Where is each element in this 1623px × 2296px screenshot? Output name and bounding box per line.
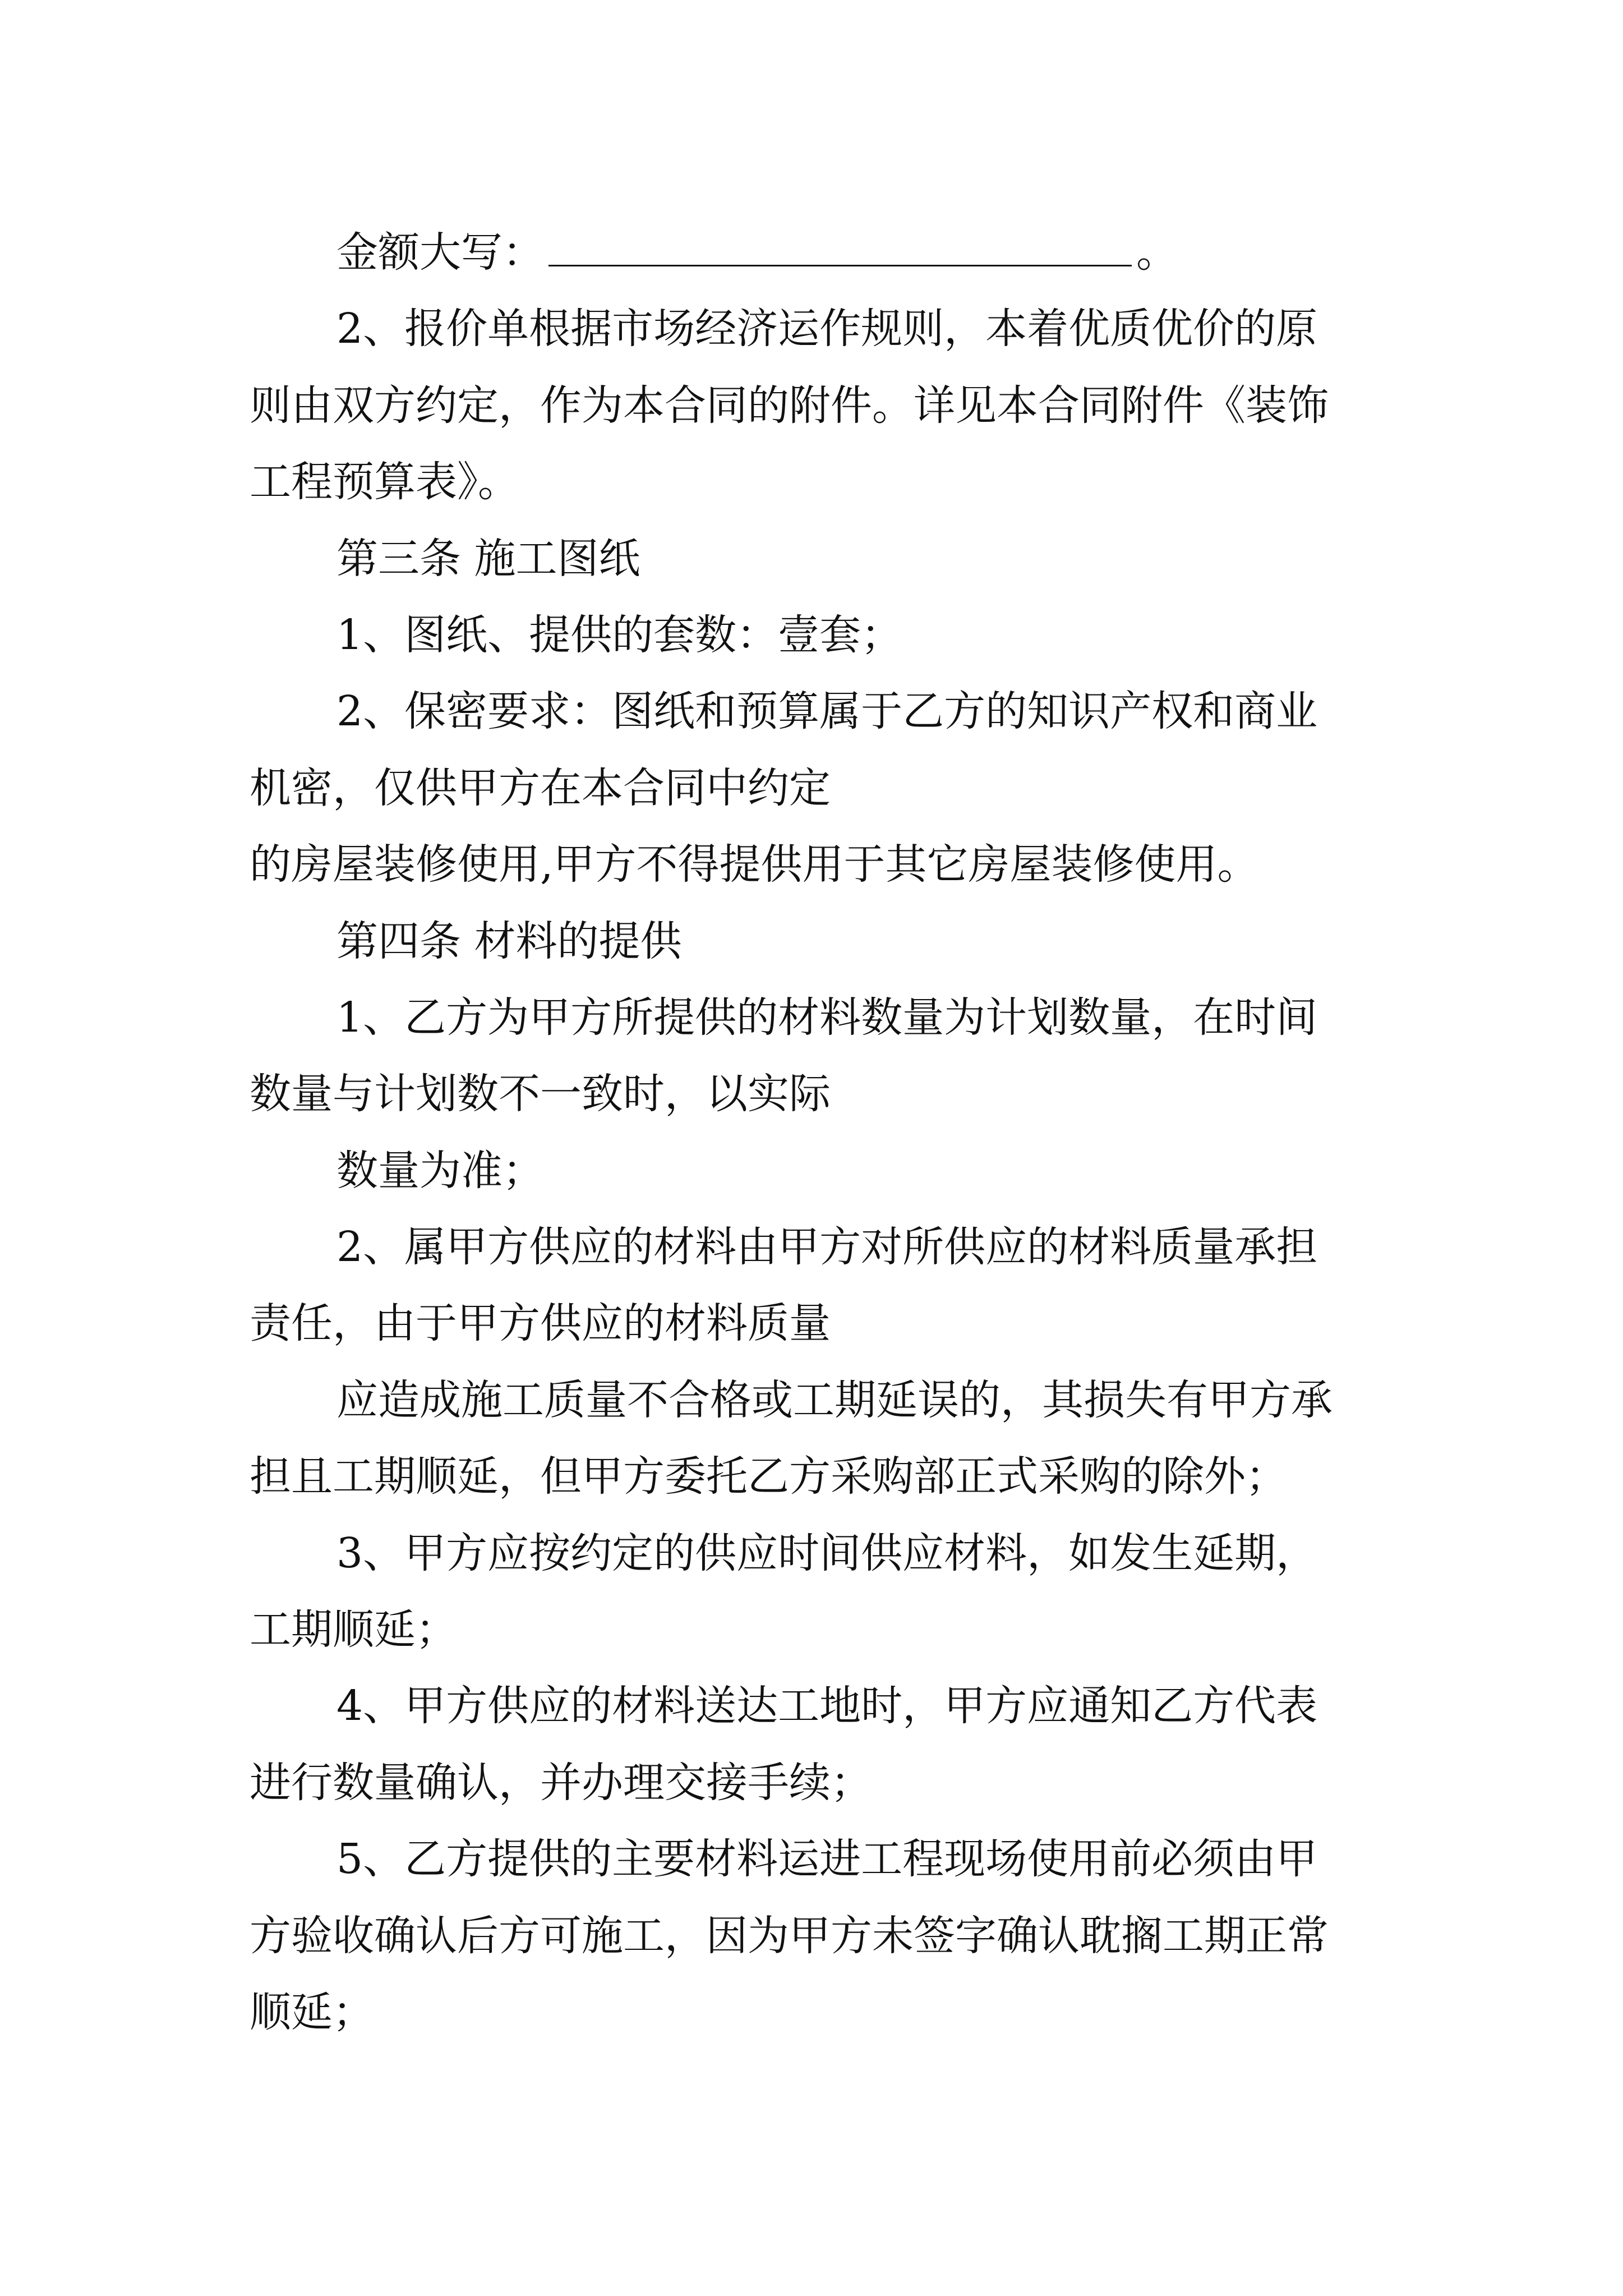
paragraph-line: 4、甲方供应的材料送达工地时，甲方应通知乙方代表 bbox=[336, 1682, 1318, 1731]
paragraph-line: 工程预算表》。 bbox=[250, 458, 519, 507]
paragraph-line: 数量与计划数不一致时，以实际 bbox=[250, 1070, 831, 1119]
paragraph-line: 数量为准； bbox=[336, 1146, 544, 1195]
paragraph-line: 进行数量确认，并办理交接手续； bbox=[250, 1758, 872, 1807]
paragraph-line: 则由双方约定，作为本合同的附件。详见本合同附件《装饰 bbox=[250, 381, 1329, 430]
paragraph-line: 5、乙方提供的主要材料运进工程现场使用前必须由甲 bbox=[336, 1835, 1318, 1884]
amount-label: 金额大写： bbox=[336, 228, 544, 277]
paragraph-line: 2、报价单根据市场经济运作规则，本着优质优价的原 bbox=[336, 305, 1318, 353]
document-body bbox=[250, 214, 1388, 2050]
amount-blank bbox=[548, 232, 1132, 266]
paragraph-line: 的房屋装修使用,甲方不得提供用于其它房屋装修使用。 bbox=[250, 840, 1259, 889]
paragraph-line: 方验收确认后方可施工，因为甲方未签字确认耽搁工期正常 bbox=[250, 1911, 1329, 1960]
paragraph-line: 顺延； bbox=[250, 1987, 374, 2036]
paragraph-line: 2、保密要求：图纸和预算属于乙方的知识产权和商业 bbox=[336, 687, 1318, 736]
paragraph-line: 2、属甲方供应的材料由甲方对所供应的材料质量承担 bbox=[336, 1223, 1318, 1272]
amount-end-mark: 。 bbox=[1136, 228, 1178, 277]
paragraph-line: 1、乙方为甲方所提供的材料数量为计划数量，在时间 bbox=[336, 993, 1318, 1042]
paragraph-line: 担且工期顺延，但甲方委托乙方采购部正式采购的除外； bbox=[250, 1452, 1287, 1501]
paragraph-line: 1、图纸、提供的套数：壹套； bbox=[336, 610, 903, 659]
paragraph-line: 工期顺延； bbox=[250, 1605, 457, 1654]
article-heading: 第四条 材料的提供 bbox=[336, 917, 682, 965]
article-heading: 第三条 施工图纸 bbox=[336, 534, 640, 583]
paragraph-line: 机密，仅供甲方在本合同中约定 bbox=[250, 763, 831, 812]
paragraph-line: 责任，由于甲方供应的材料质量 bbox=[250, 1299, 831, 1348]
paragraph-line: 应造成施工质量不合格或工期延误的，其损失有甲方承 bbox=[336, 1375, 1332, 1424]
paragraph-line: 3、甲方应按约定的供应时间供应材料，如发生延期， bbox=[336, 1529, 1318, 1577]
amount-in-words-line bbox=[250, 214, 1388, 291]
